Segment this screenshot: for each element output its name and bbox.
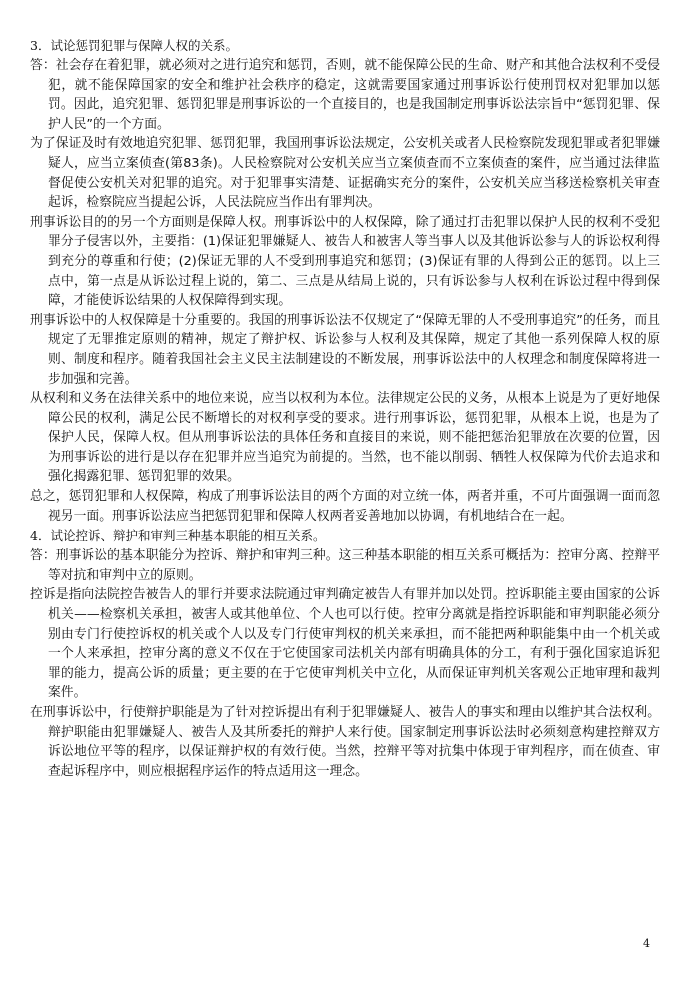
question-4-title: 4．试论控诉、辩护和审判三种基本职能的相互关系。 — [30, 528, 326, 544]
answer-3-paragraph-2: 为了保证及时有效地追究犯罪、惩罚犯罪，我国刑事诉讼法规定，公安机关或者人民检察院发现犯罪或者犯罪嫌疑人，应当立案侦查(第83条)。人民检察院对公安机关应当立案侦查而不立案侦查的案件，应当通过法律监督促使公安机关对犯罪的追究。对于犯罪事实清楚、证据确实充分的案件，公安机关应当移送检察机关审查起诉，检察院应当提起公诉，人民法院应当作出有罪判决。 — [30, 136, 660, 211]
answer-3-paragraph-1: 答：社会存在着犯罪，就必须对之进行追究和惩罚，否则，就不能保障公民的生命、财产和其他合法权利不受侵犯，就不能保障国家的安全和维护社会秩序的稳定，这就需要国家通过刑事诉讼行使刑罚权对犯罪加以惩罚。因此，追究犯罪、惩罚犯罪是刑事诉讼的一个直接目的，也是我国制定刑事诉讼法宗旨中“惩罚犯罪、保护人民”的一个方面。 — [30, 58, 660, 132]
answer-3-paragraph-6: 总之，惩罚犯罪和人权保障，构成了刑事诉讼法目的两个方面的对立统一体，两者并重，不可片面强调一面而忽视另一面。刑事诉讼法应当把惩罚犯罪和保障人权两者妥善地加以协调，有机地结合在一起。 — [30, 489, 660, 524]
answer-3-paragraph-3: 刑事诉讼目的的另一个方面则是保障人权。刑事诉讼中的人权保障，除了通过打击犯罪以保护人民的权利不受犯罪分子侵害以外，主要指：(1)保证犯罪嫌疑人、被告人和被害人等当事人以及其他诉讼参与人的诉讼权利得到充分的尊重和行使；(2)保证无罪的人不受到刑事追究和惩罚；(3)保证有罪的人得到公正的惩罚。以上三点中，第一点是从诉讼过程上说的，第二、三点是从结局上说的，只有诉讼参与人权利在诉讼过程中得到保障，才能使诉讼结果的人权保障得到实现。 — [30, 214, 660, 309]
answer-4-paragraph-2: 控诉是指向法院控告被告人的罪行并要求法院通过审判确定被告人有罪并加以处罚。控诉职能主要由国家的公诉机关——检察机关承担，被害人或其他单位、个人也可以行使。控审分离就是指控诉职能和审判职能必须分别由专门行使控诉权的机关或个人以及专门行使审判权的机关来承担，而不能把两种职能集中由一个机关或一个人来承担，控审分离的意义不仅在于它使国家司法机关内部有明确具体的分工，有利于强化国家追诉犯罪的能力，提高公诉的质量；更主要的在于它使审判机关中立化，从而保证审判机关客观公正地审理和裁判案件。 — [30, 587, 660, 701]
document-page — [30, 36, 660, 781]
page-number: 4 — [643, 937, 650, 950]
question-3-title: 3．试论惩罚犯罪与保障人权的关系。 — [30, 38, 238, 53]
answer-3-paragraph-5: 从权利和义务在法律关系中的地位来说，应当以权利为本位。法律规定公民的义务，从根本上说是为了更好地保障公民的权利，满足公民不断增长的对权利享受的要求。进行刑事诉讼，惩罚犯罪，从根本上说，也是为了保护人民，保障人权。但从刑事诉讼法的具体任务和直接目的来说，则不能把惩治犯罪放在次要的位置，因为刑事诉讼的进行是以存在犯罪并应当追究为前提的。当然，也不能以削弱、牺牲人权保障为代价去追求和强化揭露犯罪、惩罚犯罪的效果。 — [30, 391, 660, 485]
answer-3-paragraph-4: 刑事诉讼中的人权保障是十分重要的。我国的刑事诉讼法不仅规定了“保障无罪的人不受刑事追究”的任务，而且规定了无罪推定原则的精神，规定了辩护权、诉讼参与人权利及其保障，规定了其他一系列保障人权的原则、制度和程序。随着我国社会主义民主法制建设的不断发展，刑事诉讼法中的人权理念和制度保障将进一步加强和完善。 — [30, 312, 660, 387]
answer-4-paragraph-3: 在刑事诉讼中，行使辩护职能是为了针对控诉提出有利于犯罪嫌疑人、被告人的事实和理由以维护其合法权利。辩护职能由犯罪嫌疑人、被告人及其所委托的辩护人来行使。国家制定刑事诉讼法时必须刻意构建控辩双方诉讼地位平等的程序，以保证辩护权的有效行使。当然，控辩平等对抗集中体现于审判程序，而在侦查、审查起诉程序中，则应根据程序运作的特点适用这一理念。 — [30, 705, 660, 779]
answer-4-paragraph-1: 答：刑事诉讼的基本职能分为控诉、辩护和审判三种。这三种基本职能的相互关系可概括为：控审分离、控辩平等对抗和审判中立的原则。 — [30, 548, 660, 583]
